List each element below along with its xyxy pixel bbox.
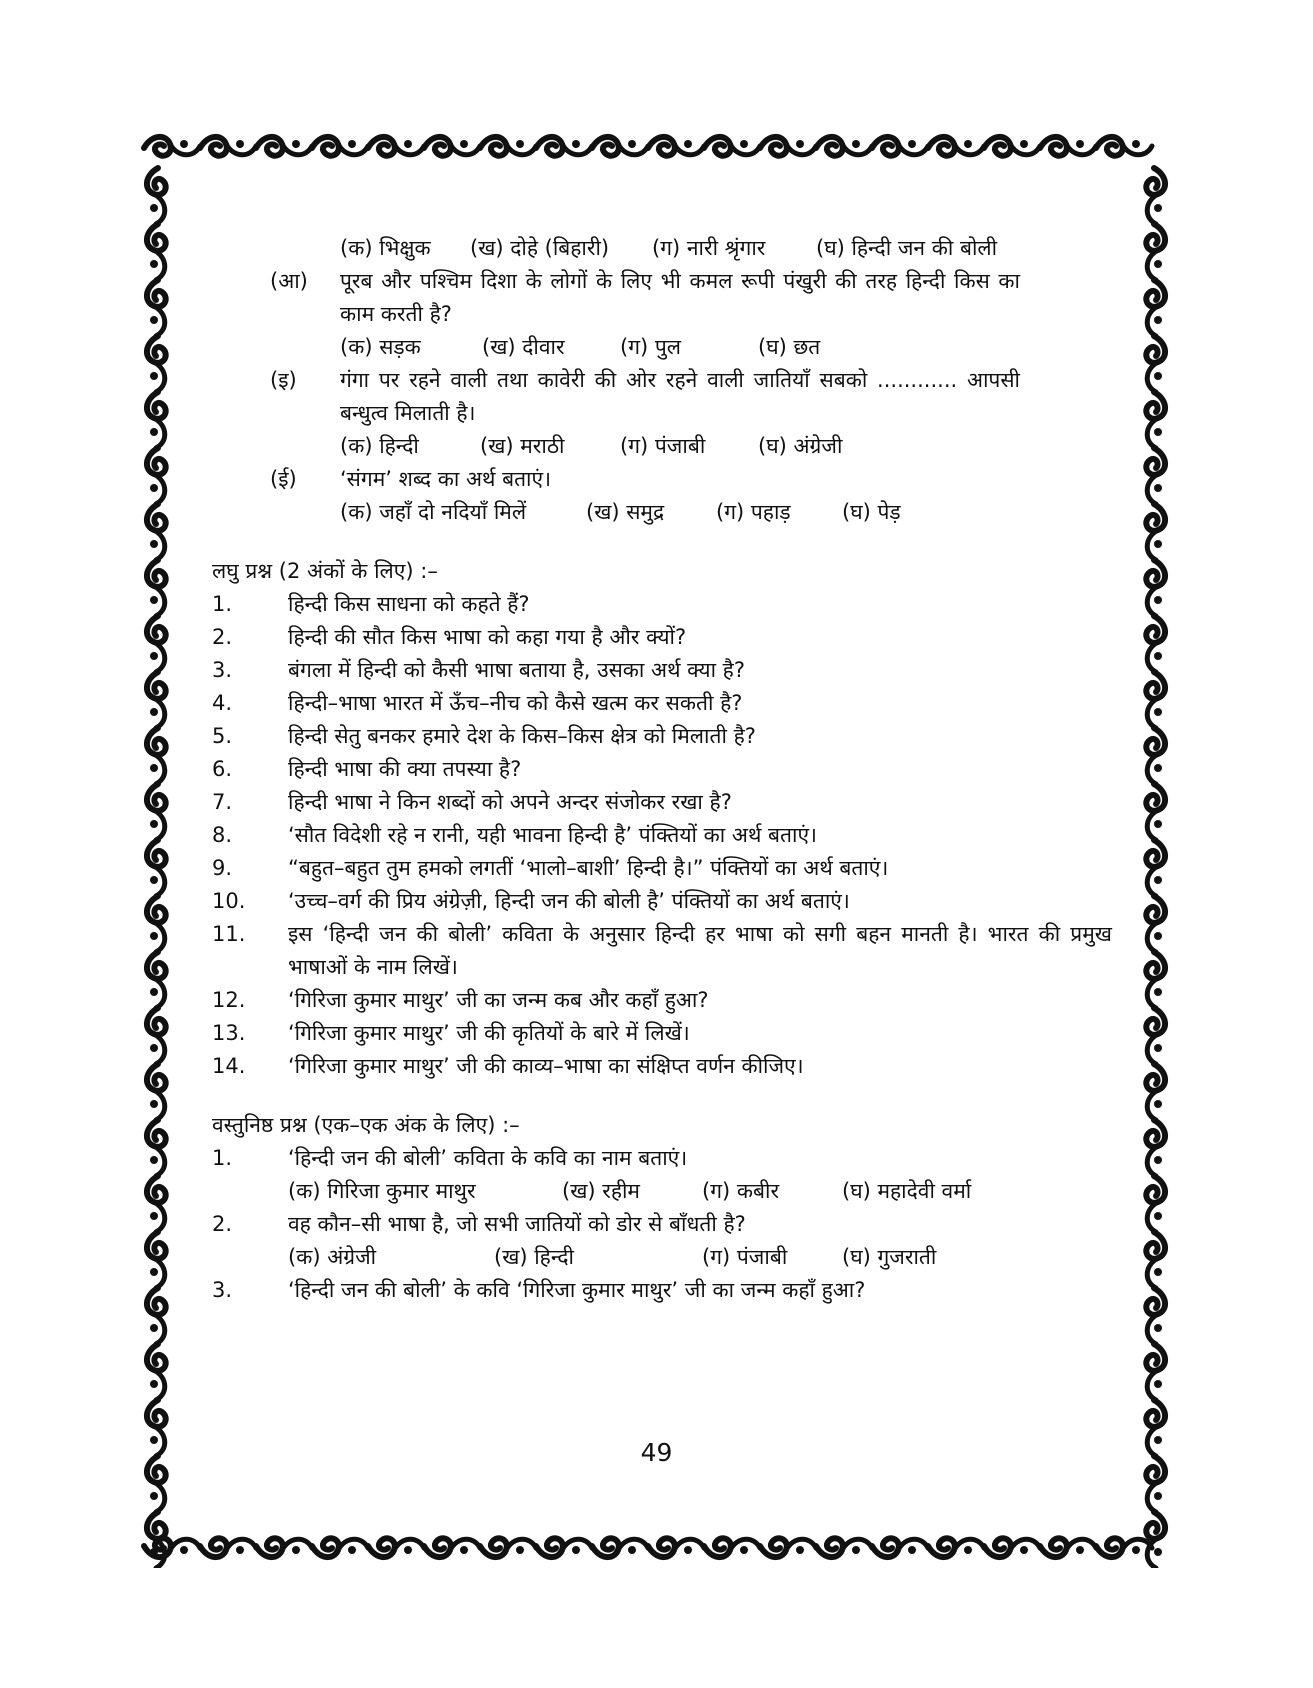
option: (घ) अंग्रेजी [758,434,843,458]
question-text: ‘हिन्दी जन की बोली’ के कवि ‘गिरिजा कुमार माथुर’ जी का जन्म कहाँ हुआ? [288,1278,866,1302]
question-text: गंगा पर रहने वाली तथा कावेरी की ओर रहने वाली जातियाँ सबको ............ आपसी बन्धुत्व मिलाती है। [340,368,1020,425]
question-text: ‘गिरिजा कुमार माथुर’ जी की कृतियों के बारे में लिखें। [288,1021,690,1045]
question-number: 2. [212,1212,233,1236]
options-row [212,232,1112,265]
border-ornament [1146,616,1165,672]
question-number: 13. [212,1021,246,1045]
list-item [212,852,1112,885]
border-ornament [200,1538,256,1557]
border-ornament [816,137,872,156]
border-ornament [147,224,166,280]
option: (ख) समुद्र [586,500,665,524]
border-ornament [1146,784,1165,840]
option: (घ) गुजराती [842,1245,937,1269]
options-row [212,1175,1112,1208]
border-ornament [147,1288,166,1344]
border-ornament [147,504,166,560]
section-heading-short: लघु प्रश्न (2 अंकों के लिए) :– [212,559,438,583]
section-heading-objective: वस्तुनिष्ठ प्रश्न (एक–एक अंक के लिए) :– [212,1113,520,1137]
objective-question-list [212,1142,1112,1307]
border-ornament [256,1538,312,1557]
border-ornament [928,1538,984,1557]
border-ornament [1146,1344,1165,1400]
option: (ग) पहाड़ [716,500,791,524]
border-ornament [147,1232,166,1288]
border-ornament [147,728,166,784]
list-item [212,1017,1112,1050]
list-item [212,588,1112,621]
question-number: 3. [212,658,233,682]
border-ornament [984,1538,1040,1557]
question-text: ‘सौत विदेशी रहे न रानी, यही भावना हिन्दी है’ पंक्तियों का अर्थ बताएं। [288,823,818,847]
border-ornament [1146,728,1165,784]
question-text: वह कौन–सी भाषा है, जो सभी जातियों को डोर से बाँधती है? [288,1212,746,1236]
question-number: 3. [212,1278,233,1302]
border-ornament [424,1538,480,1557]
question-text: बंगला में हिन्दी को कैसी भाषा बताया है, उसका अर्थ क्या है? [288,658,745,682]
border-ornament [147,1064,166,1120]
question-number: 7. [212,790,233,814]
border-ornament [424,137,480,156]
question-label: (ई) [270,467,297,491]
option: (ख) रहीम [562,1179,640,1203]
border-ornament [147,560,166,616]
question-text: ‘उच्च–वर्ग की प्रिय अंग्रेज़ी, हिन्दी जन की बोली है’ पंक्तियों का अर्थ बताएं। [288,889,850,913]
question-text: इस ‘हिन्दी जन की बोली’ कविता के अनुसार हिन्दी हर भाषा को सगी बहन मानती है। भारत की प्रमुख भाषाओं के नाम लिखें। [288,922,1112,979]
border-ornament [147,168,166,224]
option: (घ) हिन्दी जन की बोली [816,236,998,260]
question-text: हिन्दी की सौत किस भाषा को कहा गया है और क्यों? [288,625,687,649]
options-row [212,331,1112,364]
question-aa [212,265,1112,331]
border-ornament [147,896,166,952]
border-ornament [1146,168,1165,224]
border-ornament [536,1538,592,1557]
border-ornament [592,1538,648,1557]
question-label: (आ) [270,269,308,293]
option: (घ) पेड़ [842,500,901,524]
border-ornament [147,672,166,728]
option: (ख) हिन्दी [494,1245,574,1269]
list-item [212,1050,1112,1083]
question-text: हिन्दी सेतु बनकर हमारे देश के किस–किस क्षेत्र को मिलाती है? [288,724,756,748]
border-ornament [536,137,592,156]
border-ornament [312,137,368,156]
border-ornament [1146,1064,1165,1120]
option: (क) सड़क [340,335,421,359]
border-ornament [368,137,424,156]
border-ornament [1146,840,1165,896]
question-label: (इ) [270,368,297,392]
question-number: 4. [212,691,233,715]
border-ornament [648,1538,704,1557]
border-ornament [1096,137,1152,156]
border-ornament [1146,1512,1165,1568]
option: (ख) दीवार [482,335,565,359]
border-ornament [147,1176,166,1232]
list-item [212,720,1112,753]
border-ornament [872,1538,928,1557]
border-ornament [147,952,166,1008]
list-item [212,984,1112,1017]
option: (क) जहाँ दो नदियाँ मिलें [340,500,527,524]
border-ornament [928,137,984,156]
border-ornament [760,1538,816,1557]
question-text: पूरब और पश्चिम दिशा के लोगों के लिए भी कमल रूपी पंखुरी की तरह हिन्दी किस का काम करती है? [340,269,1020,326]
border-ornament [1146,1008,1165,1064]
question-text: ‘गिरिजा कुमार माथुर’ जी का जन्म कब और कहाँ हुआ? [288,988,709,1012]
border-ornament [200,137,256,156]
option: (ख) दोहे (बिहारी) [470,236,610,260]
question-number: 8. [212,823,233,847]
list-item [212,621,1112,654]
border-ornament [1040,1538,1096,1557]
page-number: 49 [640,1438,673,1467]
list-item [212,654,1112,687]
option: (घ) छत [758,335,821,359]
border-ornament [1146,448,1165,504]
border-ornament [1146,1288,1165,1344]
option: (क) गिरिजा कुमार माथुर [288,1179,476,1203]
border-ornament [147,392,166,448]
border-ornament [1146,392,1165,448]
list-item [212,918,1112,984]
question-number: 9. [212,856,233,880]
border-ornament [984,137,1040,156]
border-ornament [147,616,166,672]
border-ornament [312,1538,368,1557]
border-ornament [480,137,536,156]
question-number: 14. [212,1054,246,1078]
border-ornament [1146,672,1165,728]
options-row [212,1241,1112,1274]
border-ornament [144,137,200,156]
border-ornament [648,137,704,156]
border-ornament [1146,504,1165,560]
border-ornament [1146,336,1165,392]
list-item [212,1208,1112,1241]
list-item [212,786,1112,819]
question-text: “बहुत–बहुत तुम हमको लगतीं ‘भालो–बाशी’ हिन्दी है।” पंक्तियों का अर्थ बताएं। [288,856,889,880]
option: (क) भिक्षुक [340,236,431,260]
border-ornament [1040,137,1096,156]
question-number: 1. [212,592,233,616]
list-item [212,687,1112,720]
option: (ख) मराठी [480,434,565,458]
list-item [212,1142,1112,1175]
border-ornament [704,1538,760,1557]
question-number: 2. [212,625,233,649]
option: (ग) कबीर [702,1179,780,1203]
border-ornament [760,137,816,156]
question-i [212,364,1112,430]
border-ornament [147,1344,166,1400]
option: (ग) नारी श्रृंगार [652,236,766,260]
border-ornament [147,840,166,896]
border-ornament [1146,560,1165,616]
question-text: हिन्दी किस साधना को कहते हैं? [288,592,530,616]
option: (घ) महादेवी वर्मा [842,1179,972,1203]
border-ornament [592,137,648,156]
question-number: 12. [212,988,246,1012]
border-ornament [872,137,928,156]
options-row [212,496,1112,529]
question-number: 11. [212,922,246,946]
border-ornament [816,1538,872,1557]
border-ornament [147,448,166,504]
question-number: 1. [212,1146,233,1170]
border-ornament [147,1120,166,1176]
options-row [212,430,1112,463]
question-text: ‘संगम’ शब्द का अर्थ बताएं। [340,467,552,491]
question-text: ‘गिरिजा कुमार माथुर’ जी की काव्य–भाषा का संक्षिप्त वर्णन कीजिए। [288,1054,804,1078]
list-item [212,1274,1112,1307]
option: (क) अंग्रेजी [288,1245,377,1269]
question-text: हिन्दी–भाषा भारत में ऊँच–नीच को कैसे खत्म कर सकती है? [288,691,743,715]
question-text: ‘हिन्दी जन की बोली’ कविता के कवि का नाम बताएं। [288,1146,688,1170]
border-ornament [480,1538,536,1557]
question-text: हिन्दी भाषा ने किन शब्दों को अपने अन्दर संजोकर रखा है? [288,790,732,814]
border-ornament [368,1538,424,1557]
question-number: 6. [212,757,233,781]
question-text: हिन्दी भाषा की क्या तपस्या है? [288,757,522,781]
border-ornament [147,336,166,392]
list-item [212,753,1112,786]
list-item [212,885,1112,918]
option: (ग) पुल [620,335,682,359]
page-content [212,232,1112,1307]
question-number: 10. [212,889,246,913]
border-ornament [1146,1120,1165,1176]
question-ii [212,463,1112,496]
border-ornament [1146,1232,1165,1288]
border-ornament [1096,1538,1152,1557]
border-ornament [1146,280,1165,336]
border-ornament [1146,952,1165,1008]
border-ornament [1146,224,1165,280]
border-ornament [147,280,166,336]
option: (ग) पंजाबी [702,1245,788,1269]
option: (ग) पंजाबी [620,434,706,458]
border-ornament [147,784,166,840]
list-item [212,819,1112,852]
border-ornament [1146,1176,1165,1232]
border-ornament [1146,896,1165,952]
border-ornament [256,137,312,156]
option: (क) हिन्दी [340,434,419,458]
question-number: 5. [212,724,233,748]
short-question-list [212,588,1112,1083]
border-ornament [147,1008,166,1064]
border-ornament [704,137,760,156]
